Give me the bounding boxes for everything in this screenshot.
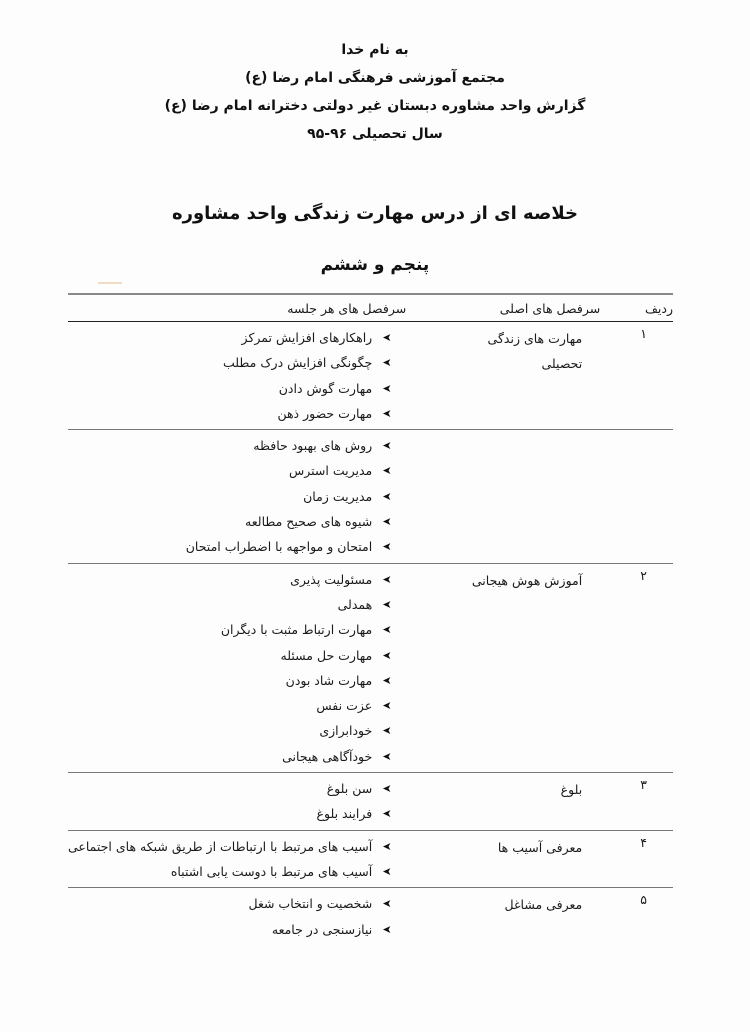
session-topic-text: مدیریت استرس bbox=[288, 463, 373, 479]
list-item bbox=[68, 401, 394, 426]
list-item bbox=[68, 917, 394, 942]
arrowhead-bullet-icon: ➤ bbox=[382, 864, 392, 878]
session-topic-list bbox=[68, 567, 406, 769]
session-topic-text: مسئولیت پذیری bbox=[290, 571, 373, 587]
arrowhead-bullet-icon: ➤ bbox=[382, 331, 392, 344]
session-topic-text: نیازسنجی در جامعه bbox=[271, 921, 373, 937]
header-bismillah: به نام خدا bbox=[341, 42, 409, 58]
arrowhead-bullet-icon: ➤ bbox=[382, 597, 392, 611]
main-topic bbox=[406, 830, 600, 888]
session-topic-text: روش های بهبود حافظه bbox=[253, 438, 373, 454]
main-topic-line: معرفی مشاغل bbox=[504, 897, 583, 913]
session-topic-text: مهارت گوش دادن bbox=[278, 380, 373, 396]
list-item bbox=[68, 834, 394, 859]
session-topic-text: همدلی bbox=[337, 596, 373, 612]
session-topic-text: شخصیت و انتخاب شغل bbox=[248, 896, 373, 912]
list-item bbox=[68, 693, 394, 718]
scan-artifact bbox=[98, 282, 122, 284]
row-number: ۵ bbox=[640, 892, 647, 908]
list-item bbox=[68, 567, 394, 592]
arrowhead-bullet-icon: ➤ bbox=[382, 464, 392, 478]
row-number bbox=[600, 430, 673, 563]
list-item bbox=[68, 718, 394, 743]
arrowhead-bullet-icon: ➤ bbox=[382, 807, 392, 821]
session-topic-text: آسیب های مرتبط با ارتباطات از طریق شبکه های اجتماعی bbox=[68, 838, 373, 854]
list-item bbox=[68, 325, 394, 350]
list-item bbox=[68, 458, 394, 483]
table-row bbox=[68, 322, 673, 430]
arrowhead-bullet-icon: ➤ bbox=[382, 439, 392, 453]
arrowhead-bullet-icon: ➤ bbox=[382, 489, 392, 503]
session-topic-text: امتحان و مواجهه با اضطراب امتحان bbox=[185, 539, 373, 555]
arrowhead-bullet-icon: ➤ bbox=[382, 922, 392, 936]
main-topic-line: تحصیلی bbox=[541, 356, 583, 371]
header-main-topics: سرفصل های اصلی bbox=[499, 300, 601, 316]
table-header-row bbox=[68, 294, 673, 322]
session-topics bbox=[68, 830, 406, 888]
document-subtitle: پنجم و ششم bbox=[320, 255, 430, 275]
arrowhead-bullet-icon: ➤ bbox=[382, 623, 392, 637]
row-number: ۴ bbox=[640, 834, 647, 850]
arrowhead-bullet-icon: ➤ bbox=[382, 782, 392, 796]
session-topic-text: مهارت ارتباط مثبت با دیگران bbox=[220, 622, 373, 638]
main-topic bbox=[406, 563, 600, 772]
row-number: ۳ bbox=[640, 777, 647, 793]
arrowhead-bullet-icon: ➤ bbox=[382, 839, 392, 853]
main-topic-line: مهارت های زندگی bbox=[487, 331, 583, 346]
arrowhead-bullet-icon: ➤ bbox=[382, 572, 392, 586]
list-item bbox=[68, 592, 394, 617]
header-academic-year: سال تحصیلی ۹۶-۹۵ bbox=[307, 126, 443, 142]
list-item bbox=[68, 350, 394, 375]
main-topic bbox=[406, 430, 600, 563]
row-number: ۱ bbox=[640, 326, 647, 341]
main-topic-line: آموزش هوش هیجانی bbox=[471, 572, 583, 588]
document-title: خلاصه ای از درس مهارت زندگی واحد مشاوره bbox=[171, 203, 578, 224]
header-row-number: ردیف bbox=[644, 300, 673, 316]
session-topic-text: مهارت شاد بودن bbox=[285, 672, 373, 688]
arrowhead-bullet-icon: ➤ bbox=[382, 406, 392, 420]
header-institution: مجتمع آموزشی فرهنگی امام رضا (ع) bbox=[245, 70, 505, 86]
session-topic-text: مهارت حل مسئله bbox=[280, 647, 373, 663]
main-topic bbox=[406, 322, 600, 430]
table-row bbox=[68, 430, 673, 563]
list-item bbox=[68, 484, 394, 509]
arrowhead-bullet-icon: ➤ bbox=[382, 648, 392, 662]
session-topic-text: عزت نفس bbox=[316, 698, 373, 714]
session-topic-text: خودابرازی bbox=[319, 723, 373, 739]
table-row bbox=[68, 773, 673, 831]
table-body bbox=[68, 322, 673, 945]
session-topics bbox=[68, 322, 406, 430]
arrowhead-bullet-icon: ➤ bbox=[382, 699, 392, 713]
table-row bbox=[68, 563, 673, 772]
session-topic-text: خودآگاهی هیجانی bbox=[282, 748, 373, 764]
session-topic-text: چگونگی افزایش درک مطلب bbox=[223, 355, 373, 371]
session-topic-text: مدیریت زمان bbox=[303, 488, 373, 504]
main-topic-line: معرفی آسیب ها bbox=[497, 839, 583, 855]
arrowhead-bullet-icon: ➤ bbox=[382, 381, 392, 395]
arrowhead-bullet-icon: ➤ bbox=[382, 356, 392, 370]
list-item bbox=[68, 744, 394, 769]
session-topic-list bbox=[68, 776, 406, 827]
session-topic-text: مهارت حضور ذهن bbox=[277, 405, 373, 421]
list-item bbox=[68, 509, 394, 534]
arrowhead-bullet-icon: ➤ bbox=[382, 897, 392, 911]
arrowhead-bullet-icon: ➤ bbox=[382, 673, 392, 687]
document-header bbox=[0, 36, 750, 148]
session-topics bbox=[68, 563, 406, 772]
session-topic-list bbox=[68, 834, 406, 885]
session-topic-text: سن بلوغ bbox=[326, 781, 373, 797]
table-row bbox=[68, 888, 673, 945]
row-number: ۲ bbox=[640, 567, 647, 583]
list-item bbox=[68, 534, 394, 559]
list-item bbox=[68, 376, 394, 401]
session-topic-list bbox=[68, 325, 406, 426]
list-item bbox=[68, 433, 394, 458]
main-topic bbox=[406, 773, 600, 831]
header-session-topics: سرفصل های هر جلسه bbox=[287, 300, 407, 316]
list-item bbox=[68, 776, 394, 801]
list-item bbox=[68, 859, 394, 884]
session-topic-text: فرایند بلوغ bbox=[316, 806, 373, 822]
session-topic-text: آسیب های مرتبط با دوست یابی اشتباه bbox=[170, 863, 373, 879]
list-item bbox=[68, 617, 394, 642]
main-topic-line: بلوغ bbox=[560, 782, 583, 798]
header-report-title: گزارش واحد مشاوره دبستان غیر دولتی دخترانه امام رضا (ع) bbox=[164, 98, 586, 114]
session-topic-list bbox=[68, 433, 406, 559]
session-topics bbox=[68, 430, 406, 563]
session-topics bbox=[68, 888, 406, 945]
arrowhead-bullet-icon: ➤ bbox=[382, 724, 392, 738]
list-item bbox=[68, 668, 394, 693]
list-item bbox=[68, 643, 394, 668]
arrowhead-bullet-icon: ➤ bbox=[382, 540, 392, 554]
arrowhead-bullet-icon: ➤ bbox=[382, 749, 392, 763]
session-topic-list bbox=[68, 891, 406, 942]
table-row bbox=[68, 830, 673, 888]
arrowhead-bullet-icon: ➤ bbox=[382, 515, 392, 529]
summary-table bbox=[68, 293, 673, 945]
session-topic-text: شیوه های صحیح مطالعه bbox=[245, 514, 373, 530]
list-item bbox=[68, 801, 394, 826]
session-topic-text: راهکارهای افزایش تمرکز bbox=[241, 330, 373, 345]
session-topics bbox=[68, 773, 406, 831]
main-topic bbox=[406, 888, 600, 945]
list-item bbox=[68, 891, 394, 916]
